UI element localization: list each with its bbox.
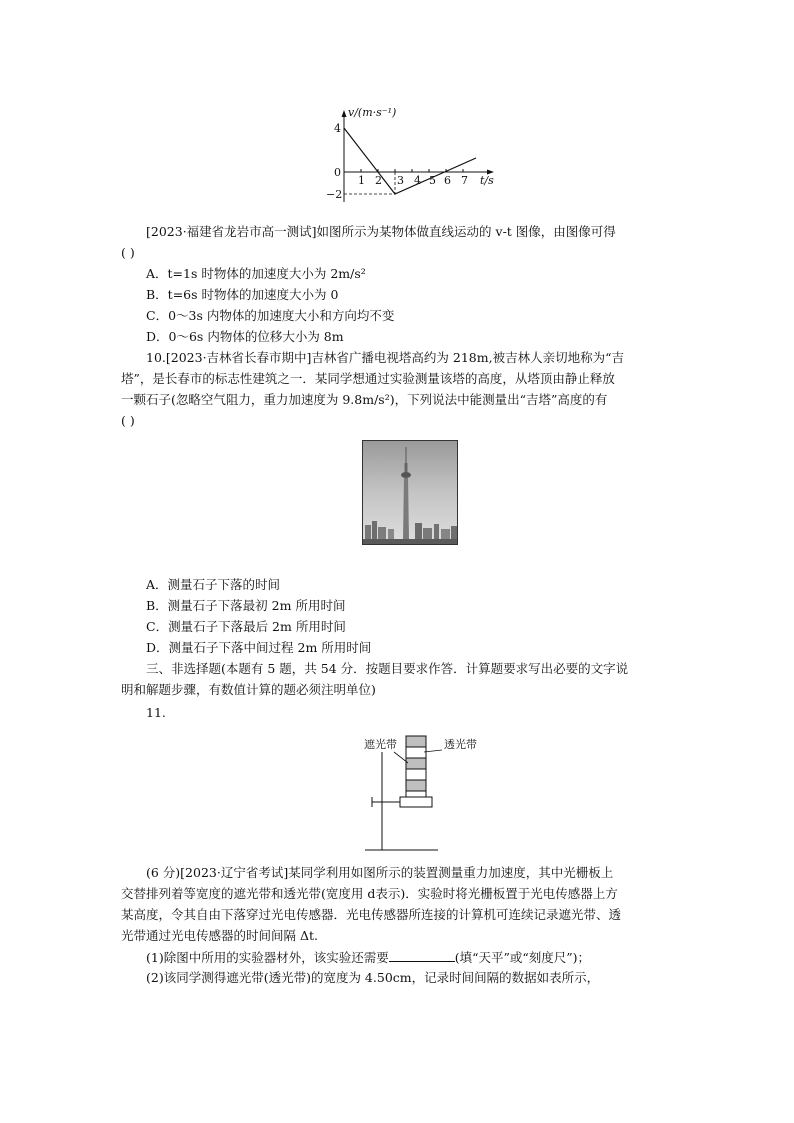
q11-sub1-before: (1)除图中所用的实验器材外，该实验还需要: [146, 950, 389, 965]
q10-option-d: D．测量石子下落中间过程 2m 所用时间: [146, 640, 372, 655]
q11-sub1-after: (填“天平”或“刻度尺”)；: [454, 950, 591, 965]
y-axis-label: v/(m·s⁻¹): [348, 108, 397, 119]
photoelectric-sensor: [400, 797, 432, 807]
q11-sub1: [146, 949, 590, 966]
y-tick-4: 4: [334, 122, 341, 135]
x-tick-label: 7: [461, 174, 468, 187]
label-clear-band: 透光带: [444, 738, 477, 751]
grating-band-clear: [406, 769, 426, 780]
section3-line1: 三、非选择题(本题有 5 题，共 54 分．按题目要求作答．计算题要求写出必要的文字说: [146, 661, 629, 676]
q9-option-b: B．t=6s 时物体的加速度大小为 0: [146, 287, 339, 302]
q9-stem-line1: [2023·福建省龙岩市高一测试]如图所示为某物体做直线运动的 v-t 图像，由图像可得: [146, 224, 616, 239]
answer-blank[interactable]: [389, 949, 455, 962]
x-tick-label: 6: [444, 174, 451, 187]
x-axis-label: t/s: [480, 174, 494, 187]
x-tick-label: 5: [429, 174, 436, 187]
q9-option-d: D．0～6s 内物体的位移大小为 8m: [146, 329, 344, 344]
y-tick-0: 0: [334, 166, 341, 179]
q9-option-a: A．t=1s 时物体的加速度大小为 2m/s²: [146, 266, 366, 281]
q11-line4: 光带通过光电传感器的时间间隔 Δt.: [121, 928, 318, 943]
x-tick-label: 1: [358, 174, 365, 187]
q11-sub2: (2)该同学测得遮光带(透光带)的宽度为 4.50cm，记录时间间隔的数据如表所示，: [146, 970, 600, 985]
q11-number: 11.: [146, 705, 166, 720]
y-axis-arrow: [342, 110, 347, 117]
q10-option-a: A．测量石子下落的时间: [146, 577, 281, 592]
q11-line2: 交替排列着等宽度的遮光带和透光带(宽度用 d表示)．实验时将光栅板置于光电传感器上方: [121, 886, 618, 901]
q11-line1: (6 分)[2023·辽宁省考试]某同学利用如图所示的装置测量重力加速度，其中光栅板上: [146, 865, 614, 880]
grating-band-clear: [406, 747, 426, 758]
grating-band-clear: [406, 791, 426, 797]
y-tick-neg2: −2: [326, 188, 343, 201]
q10-option-c: C．测量石子下落最后 2m 所用时间: [146, 619, 346, 634]
x-tick-label: 3: [397, 174, 404, 187]
q9-option-c: C．0～3s 内物体的加速度大小和方向均不变: [146, 308, 395, 323]
tv-tower-photo: [362, 440, 458, 545]
grating-band-shaded: [406, 780, 426, 791]
q10-option-b: B．测量石子下落最初 2m 所用时间: [146, 598, 346, 613]
q10-line1: 10.[2023·吉林省长春市期中]吉林省广播电视塔高约为 218m,被吉林人亲切地称为“吉: [146, 350, 624, 365]
x-tick-label: 4: [414, 174, 421, 187]
grating-band-shaded: [406, 736, 426, 747]
q9-stem-line2: ( ): [121, 245, 135, 260]
q11-line3: 某高度，令其自由下落穿过光电传感器．光电传感器所连接的计算机可连续记录遮光带、透: [121, 907, 622, 922]
grating-band-shaded: [406, 758, 426, 769]
x-tick-label: 2: [375, 174, 382, 187]
section3-line2: 明和解题步骤，有数值计算的题必须注明单位): [121, 682, 376, 697]
clear-label-leader: [424, 750, 442, 752]
grating-apparatus-diagram: [360, 730, 490, 855]
vt-graph: [320, 108, 500, 208]
q10-line4: ( ): [121, 413, 135, 428]
label-shade-band: 遮光带: [364, 738, 397, 751]
q10-line2: 塔”，是长春市的标志性建筑之一．某同学想通过实验测量该塔的高度，从塔顶由静止释放: [121, 371, 615, 386]
q10-line3: 一颗石子(忽略空气阻力，重力加速度为 9.8m/s²)，下列说法中能测量出“吉塔”高度的有: [121, 392, 608, 407]
